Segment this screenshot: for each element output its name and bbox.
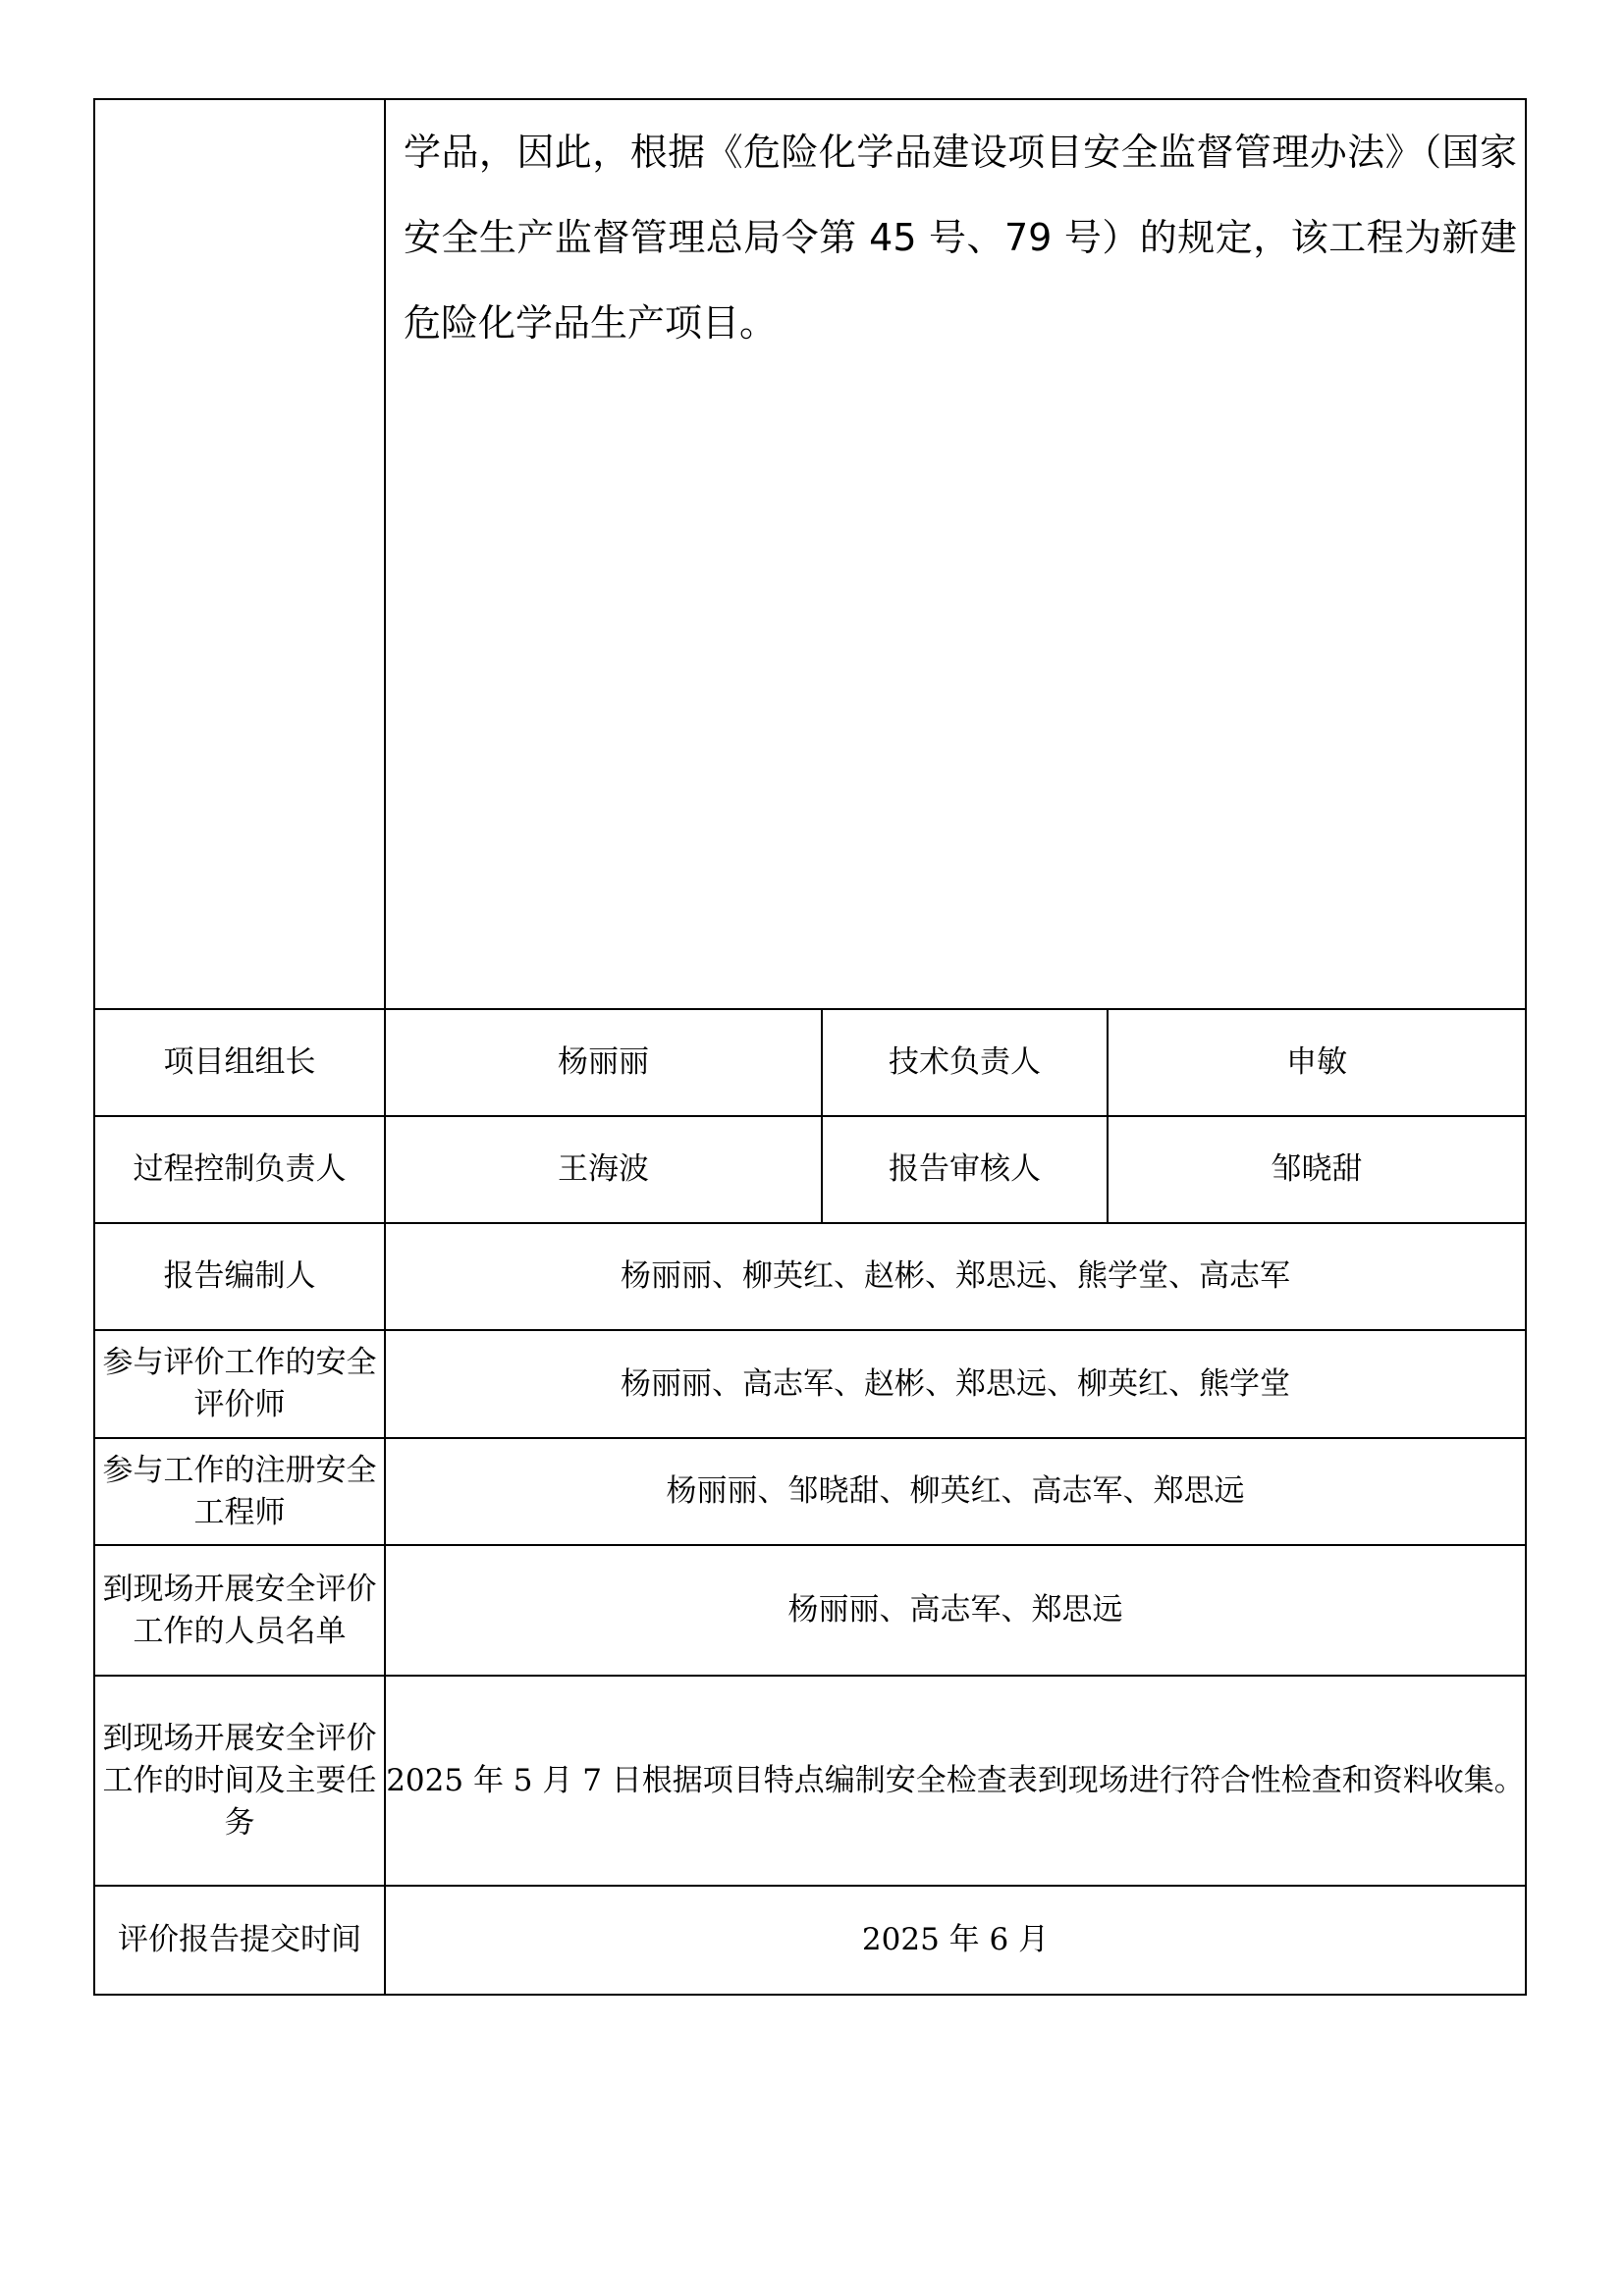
reviewer-value: 邹晓甜 — [1108, 1116, 1526, 1223]
process-control-value: 王海波 — [385, 1116, 822, 1223]
engineers-row — [94, 1438, 1526, 1545]
engineers-value: 杨丽丽、邹晓甜、柳英红、高志军、郑思远 — [385, 1438, 1526, 1545]
leader-row — [94, 1009, 1526, 1116]
onsite-tasks-label: 到现场开展安全评价工作的时间及主要任务 — [94, 1676, 385, 1886]
control-row — [94, 1116, 1526, 1223]
onsite-staff-row — [94, 1545, 1526, 1676]
project-leader-value: 杨丽丽 — [385, 1009, 822, 1116]
onsite-tasks-row — [94, 1676, 1526, 1886]
reviewer-label: 报告审核人 — [822, 1116, 1108, 1223]
compilers-row — [94, 1223, 1526, 1330]
submit-time-label: 评价报告提交时间 — [94, 1886, 385, 1995]
tech-lead-label: 技术负责人 — [822, 1009, 1108, 1116]
intro-text: 学品，因此，根据《危险化学品建设项目安全监督管理办法》（国家安全生产监督管理总局令第 45 号、79 号）的规定，该工程为新建危险化学品生产项目。 — [404, 131, 1518, 345]
onsite-staff-value: 杨丽丽、高志军、郑思远 — [385, 1545, 1526, 1676]
compilers-label: 报告编制人 — [94, 1223, 385, 1330]
evaluators-value: 杨丽丽、高志军、赵彬、郑思远、柳英红、熊学堂 — [385, 1330, 1526, 1438]
compilers-value: 杨丽丽、柳英红、赵彬、郑思远、熊学堂、高志军 — [385, 1223, 1526, 1330]
onsite-staff-label: 到现场开展安全评价工作的人员名单 — [94, 1545, 385, 1676]
intro-row — [94, 99, 1526, 1009]
submit-time-value: 2025 年 6 月 — [385, 1886, 1526, 1995]
report-info-table — [93, 98, 1527, 1996]
evaluators-row — [94, 1330, 1526, 1438]
tech-lead-value: 申敏 — [1108, 1009, 1526, 1116]
intro-cell — [385, 99, 1526, 1009]
project-leader-label: 项目组组长 — [94, 1009, 385, 1116]
intro-label-cell — [94, 99, 385, 1009]
submit-time-row — [94, 1886, 1526, 1995]
process-control-label: 过程控制负责人 — [94, 1116, 385, 1223]
engineers-label: 参与工作的注册安全工程师 — [94, 1438, 385, 1545]
onsite-tasks-value: 2025 年 5 月 7 日根据项目特点编制安全检查表到现场进行符合性检查和资料收集。 — [385, 1676, 1526, 1886]
evaluators-label: 参与评价工作的安全评价师 — [94, 1330, 385, 1438]
